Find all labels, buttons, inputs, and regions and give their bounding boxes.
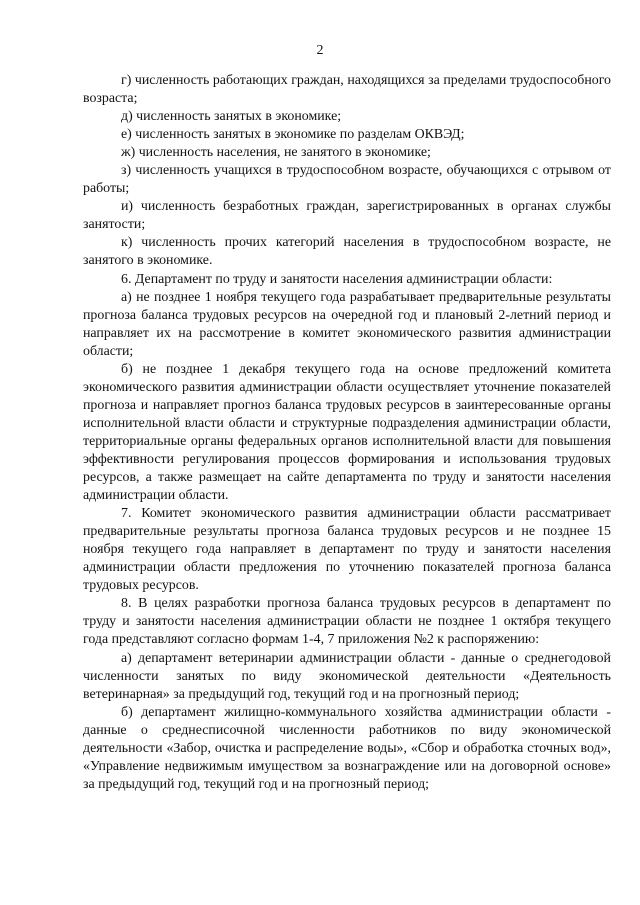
paragraph-g: г) численность работающих граждан, находящихся за пределами трудоспособного возраста; <box>83 73 611 107</box>
paragraph-6b: б) не позднее 1 декабря текущего года на основе предложений комитета экономического развития администрации области осуществляет уточнение показателей прогноза и направляет прогноз баланса трудовых ресурсов в заинтересованные органы исполнительной власти области и структурные подразделения администрации области, территориальные органы федеральных органов исполнительной власти для повышения эффективности регулирования процессов формирования и использования трудовых ресурсов, а также размещает на сайте департамента по труду и занятости населения администрации области. <box>83 361 611 504</box>
paragraph-e: е) численность занятых в экономике по разделам ОКВЭД; <box>121 127 465 143</box>
paragraph-8: 8. В целях разработки прогноза баланса трудовых ресурсов в департамент по труду и занятости населения администрации области не позднее 1 октября текущего года представляют согласно формам 1-4, 7 приложения №2 к распоряжению: <box>83 596 611 648</box>
paragraph-8a: а) департамент ветеринарии администрации области - данные о среднегодовой численности занятых по виду экономической деятельности «Деятельность ветеринарная» за предыдущий год, текущий год и на прогнозный период; <box>83 650 611 702</box>
paragraph-z: з) численность учащихся в трудоспособном возрасте, обучающихся с отрывом от работы; <box>83 163 611 197</box>
paragraph-zh: ж) численность населения, не занятого в экономике; <box>121 145 431 161</box>
paragraph-6a: а) не позднее 1 ноября текущего года разрабатывает предварительные результаты прогноза баланса трудовых ресурсов на очередной год и плановый 2-летний период и направляет их на рассмотрение в комитет экономического развития администрации области; <box>83 289 611 359</box>
page-number: 2 <box>316 43 324 58</box>
document-body <box>83 72 611 794</box>
paragraph-d: д) численность занятых в экономике; <box>121 109 342 125</box>
paragraph-i: и) численность безработных граждан, зарегистрированных в органах службы занятости; <box>83 199 611 233</box>
paragraph-k: к) численность прочих категорий населения в трудоспособном возрасте, не занятого в экономике. <box>83 235 611 269</box>
paragraph-8b: б) департамент жилищно-коммунального хозяйства администрации области - данные о среднесписочной численности работников по виду экономической деятельности «Забор, очистка и распределение воды», «Сбор и обработка сточных вод», «Управление недвижимым имуществом за вознаграждение или на договорной основе» за предыдущий год, текущий год и на прогнозный период; <box>83 704 611 792</box>
paragraph-7: 7. Комитет экономического развития администрации области рассматривает предварительные результаты прогноза баланса трудовых ресурсов и не позднее 15 ноября текущего года направляет в департамент по труду и занятости населения администрации области предложения по уточнению показателей прогноза баланса трудовых ресурсов. <box>83 506 611 594</box>
paragraph-6: 6. Департамент по труду и занятости населения администрации области: <box>121 271 553 287</box>
